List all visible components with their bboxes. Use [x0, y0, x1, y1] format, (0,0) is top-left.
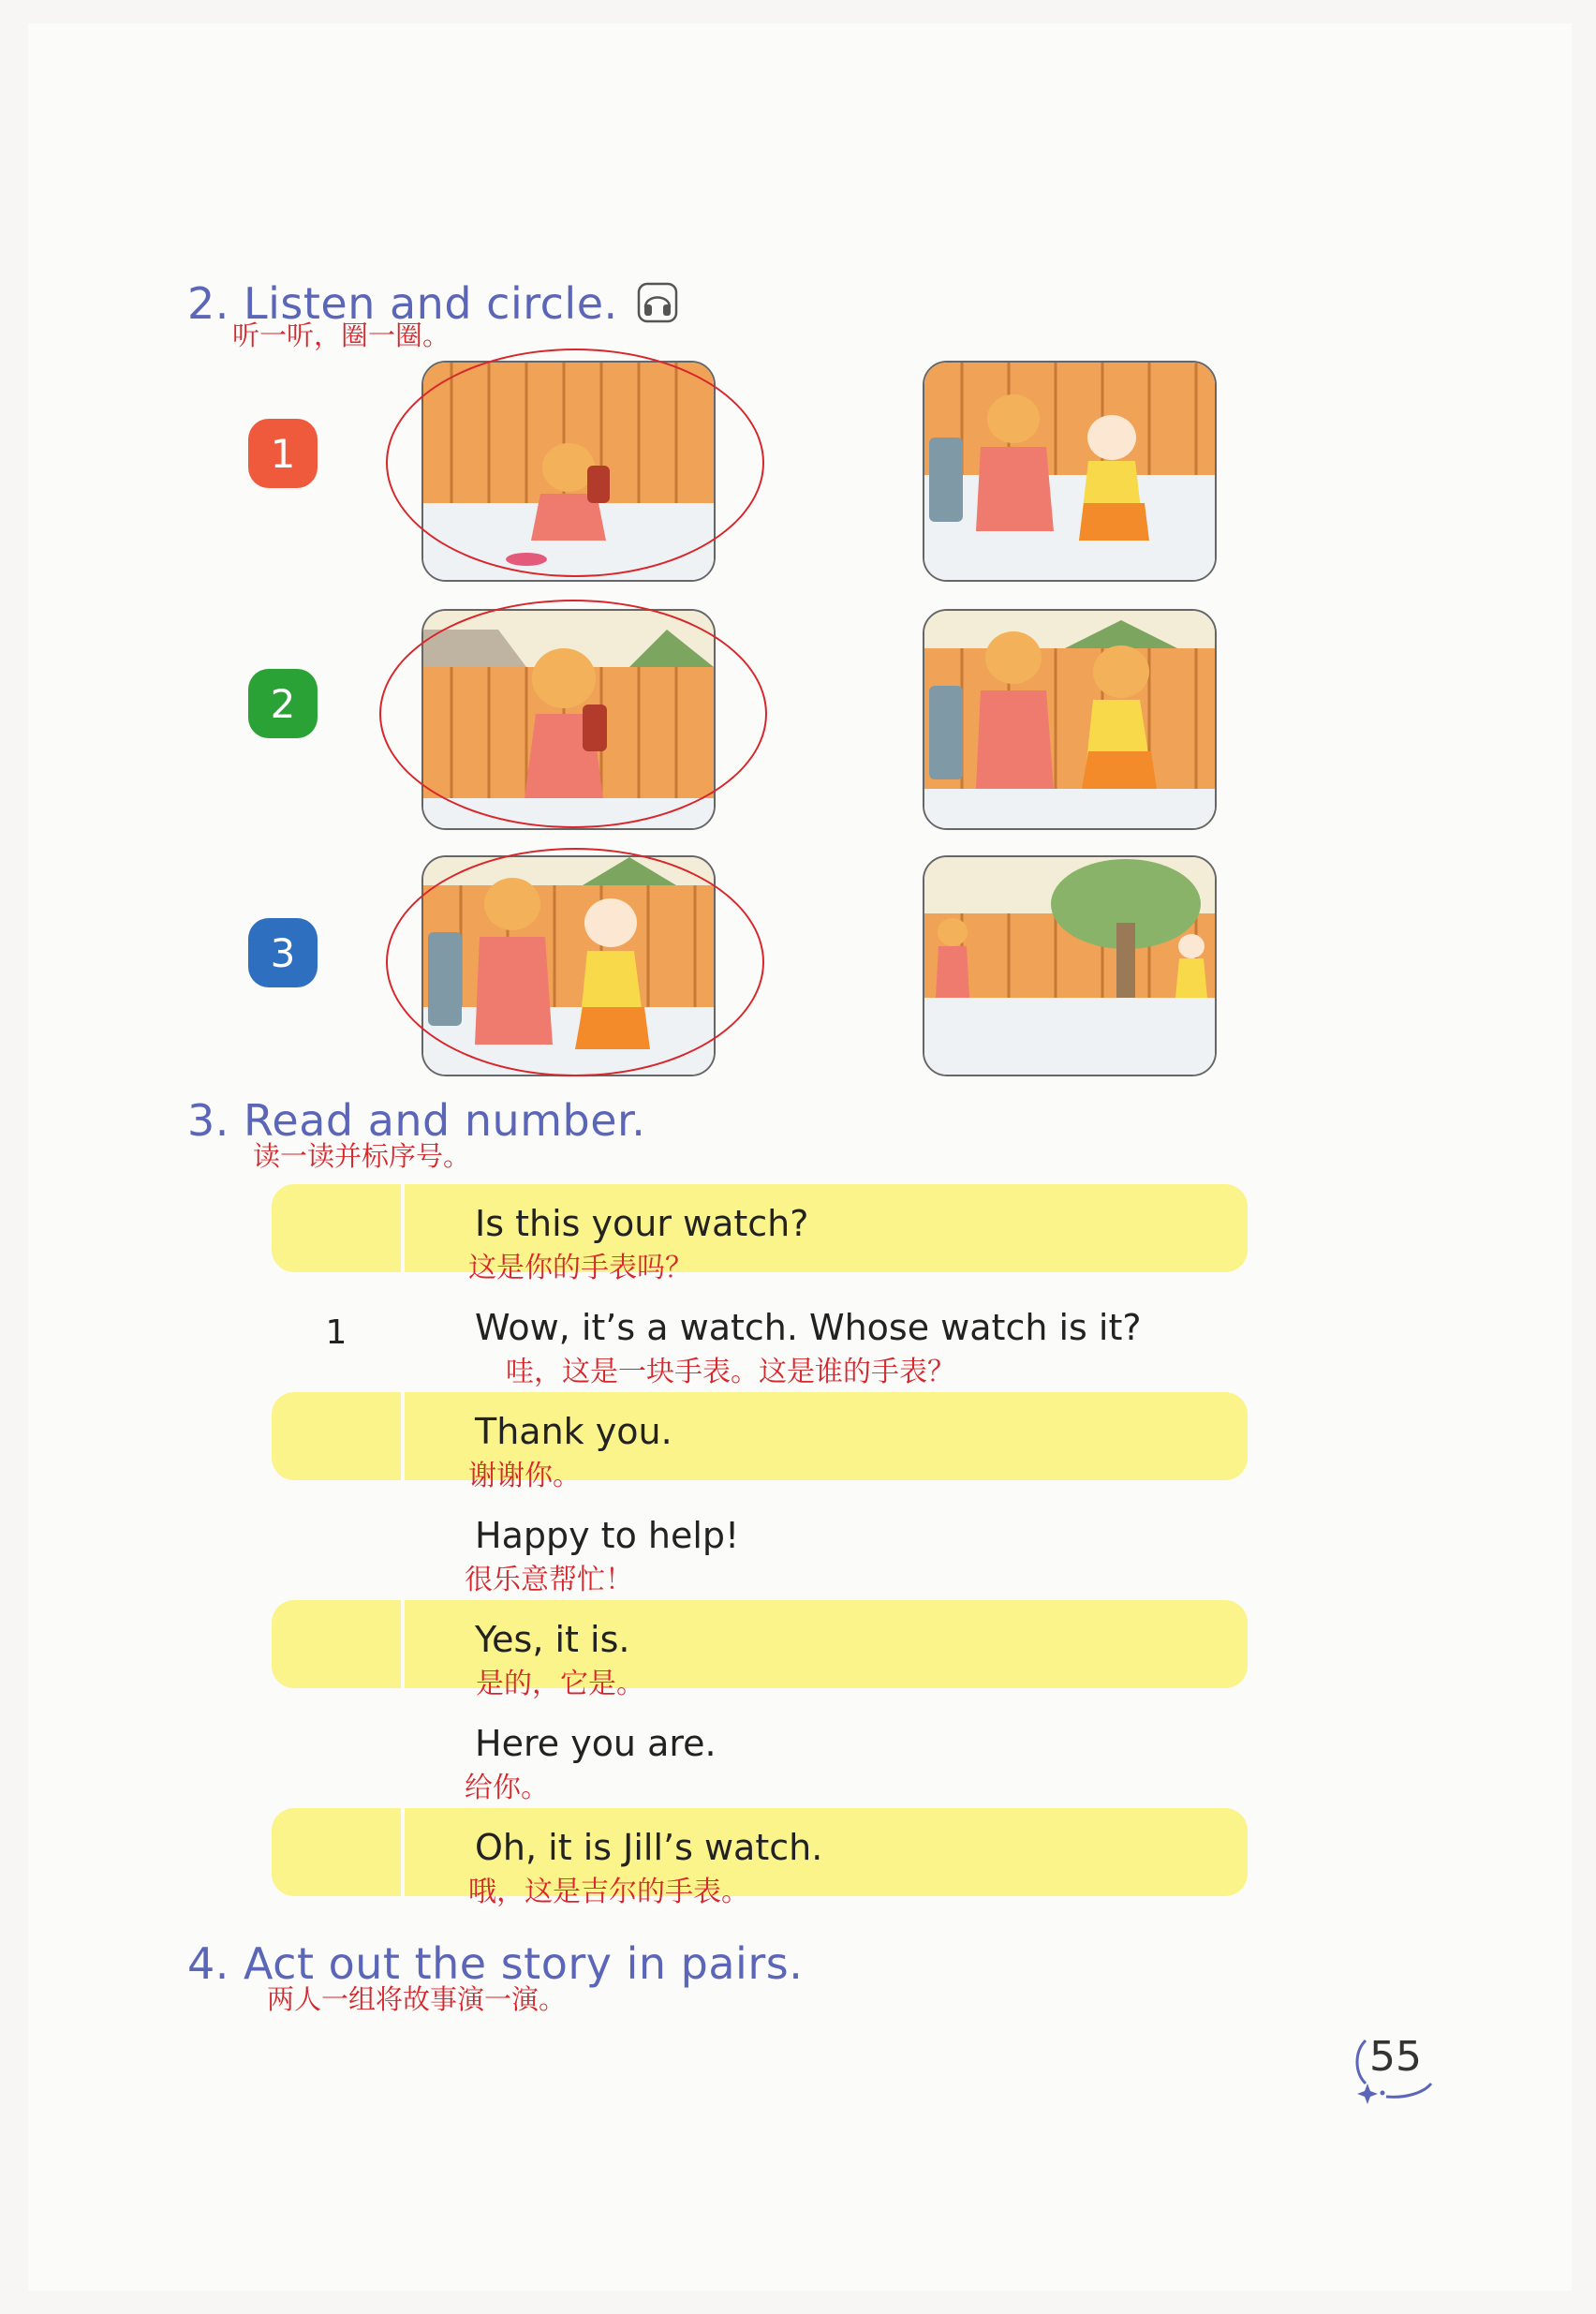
section2-subtitle: 听一听，圈一圈。	[232, 319, 451, 351]
picture-2b[interactable]	[923, 609, 1217, 830]
number-box-5[interactable]	[272, 1600, 401, 1688]
sentence-row-2	[272, 1288, 1248, 1388]
section4-subtitle: 两人一组将故事演一演。	[267, 1983, 567, 2015]
sentence-row-1	[272, 1184, 1248, 1284]
row-divider	[401, 1392, 405, 1480]
row-divider	[401, 1600, 405, 1688]
picture-1b[interactable]	[923, 361, 1217, 582]
picture-3a[interactable]	[421, 855, 716, 1076]
number-box-3[interactable]	[272, 1392, 401, 1480]
headphones-icon	[636, 281, 679, 324]
section4-title: 4. Act out the story in pairs.	[187, 1938, 804, 1989]
sentence-row-4	[272, 1496, 1248, 1596]
sentence-english: Here you are.	[475, 1723, 717, 1764]
sentence-english: Is this your watch?	[475, 1203, 809, 1244]
number-box-2[interactable]: 1	[325, 1313, 347, 1352]
sentence-english: Oh, it is Jill’s watch.	[475, 1827, 823, 1868]
number-box-4[interactable]	[272, 1496, 401, 1584]
number-box-6[interactable]	[272, 1704, 401, 1792]
row-divider	[401, 1808, 405, 1896]
section3-subtitle: 读一读并标序号。	[253, 1140, 471, 1172]
sentence-english: Wow, it’s a watch. Whose watch is it?	[475, 1307, 1142, 1348]
sentence-chinese: 谢谢你。	[468, 1460, 581, 1492]
sentence-english: Yes, it is.	[475, 1619, 630, 1660]
sentence-chinese: 很乐意帮忙！	[465, 1564, 633, 1596]
sentence-english: Thank you.	[475, 1411, 672, 1452]
sentence-chinese: 哦，这是吉尔的手表。	[468, 1876, 749, 1908]
item-number-2: 2	[248, 669, 318, 738]
picture-3b[interactable]	[923, 855, 1217, 1076]
sentence-chinese: 这是你的手表吗？	[468, 1252, 693, 1284]
item-number-3: 3	[248, 918, 318, 987]
sentence-row-7	[272, 1808, 1248, 1908]
sentence-row-3	[272, 1392, 1248, 1492]
section3-title: 3. Read and number.	[187, 1095, 646, 1146]
sentence-chinese: 哇，这是一块手表。这是谁的手表？	[506, 1356, 955, 1388]
sentence-chinese: 是的，它是。	[476, 1668, 644, 1700]
sentence-row-6	[272, 1704, 1248, 1804]
number-box-1[interactable]	[272, 1184, 401, 1272]
picture-1a[interactable]	[421, 361, 716, 582]
number-box-7[interactable]	[272, 1808, 401, 1896]
row-divider	[401, 1184, 405, 1272]
sentence-row-5	[272, 1600, 1248, 1700]
section2-title: 2. Listen and circle.	[187, 281, 679, 325]
sentence-chinese: 给你。	[465, 1772, 549, 1804]
item-number-1: 1	[248, 419, 318, 488]
picture-2a[interactable]	[421, 609, 716, 830]
sentence-english: Happy to help!	[475, 1515, 740, 1556]
page-number: 55	[1349, 2031, 1442, 2106]
